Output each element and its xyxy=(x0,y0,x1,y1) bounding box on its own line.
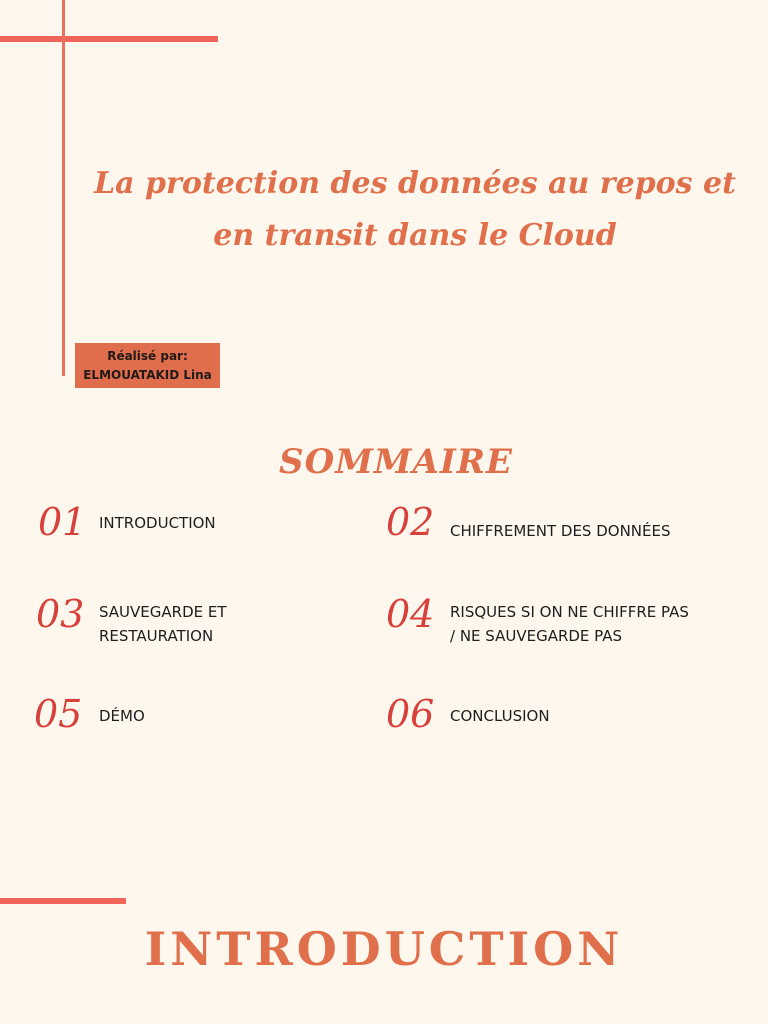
toc-number-04: 04 xyxy=(386,592,435,636)
toc-item-sauvegarde: SAUVEGARDE ET RESTAURATION xyxy=(99,603,227,645)
author-badge xyxy=(75,343,220,388)
toc-number-05: 05 xyxy=(34,692,83,736)
toc-number-02: 02 xyxy=(386,500,435,544)
toc-item-chiffrement: CHIFFREMENT DES DONNÉES xyxy=(450,522,671,540)
toc-item-conclusion: CONCLUSION xyxy=(450,707,550,725)
toc-number-01: 01 xyxy=(38,500,87,544)
sommaire-heading: SOMMAIRE xyxy=(279,442,513,482)
document-title: La protection des données au repos et en transit dans le Cloud xyxy=(94,166,736,253)
author-name: ELMOUATAKID Lina xyxy=(83,367,212,382)
toc-number-03: 03 xyxy=(36,592,85,636)
author-label: Réalisé par: xyxy=(107,348,188,363)
toc-item-introduction: INTRODUCTION xyxy=(99,514,216,532)
vertical-decorative-line xyxy=(62,0,65,376)
introduction-heading: INTRODUCTION xyxy=(144,922,624,976)
toc-item-demo: DÉMO xyxy=(99,707,145,725)
toc-number-06: 06 xyxy=(386,692,435,736)
top-decorative-line xyxy=(0,36,218,42)
bottom-decorative-line xyxy=(0,898,126,904)
toc-item-risques: RISQUES SI ON NE CHIFFRE PAS / NE SAUVEGARDE PAS xyxy=(450,603,689,645)
